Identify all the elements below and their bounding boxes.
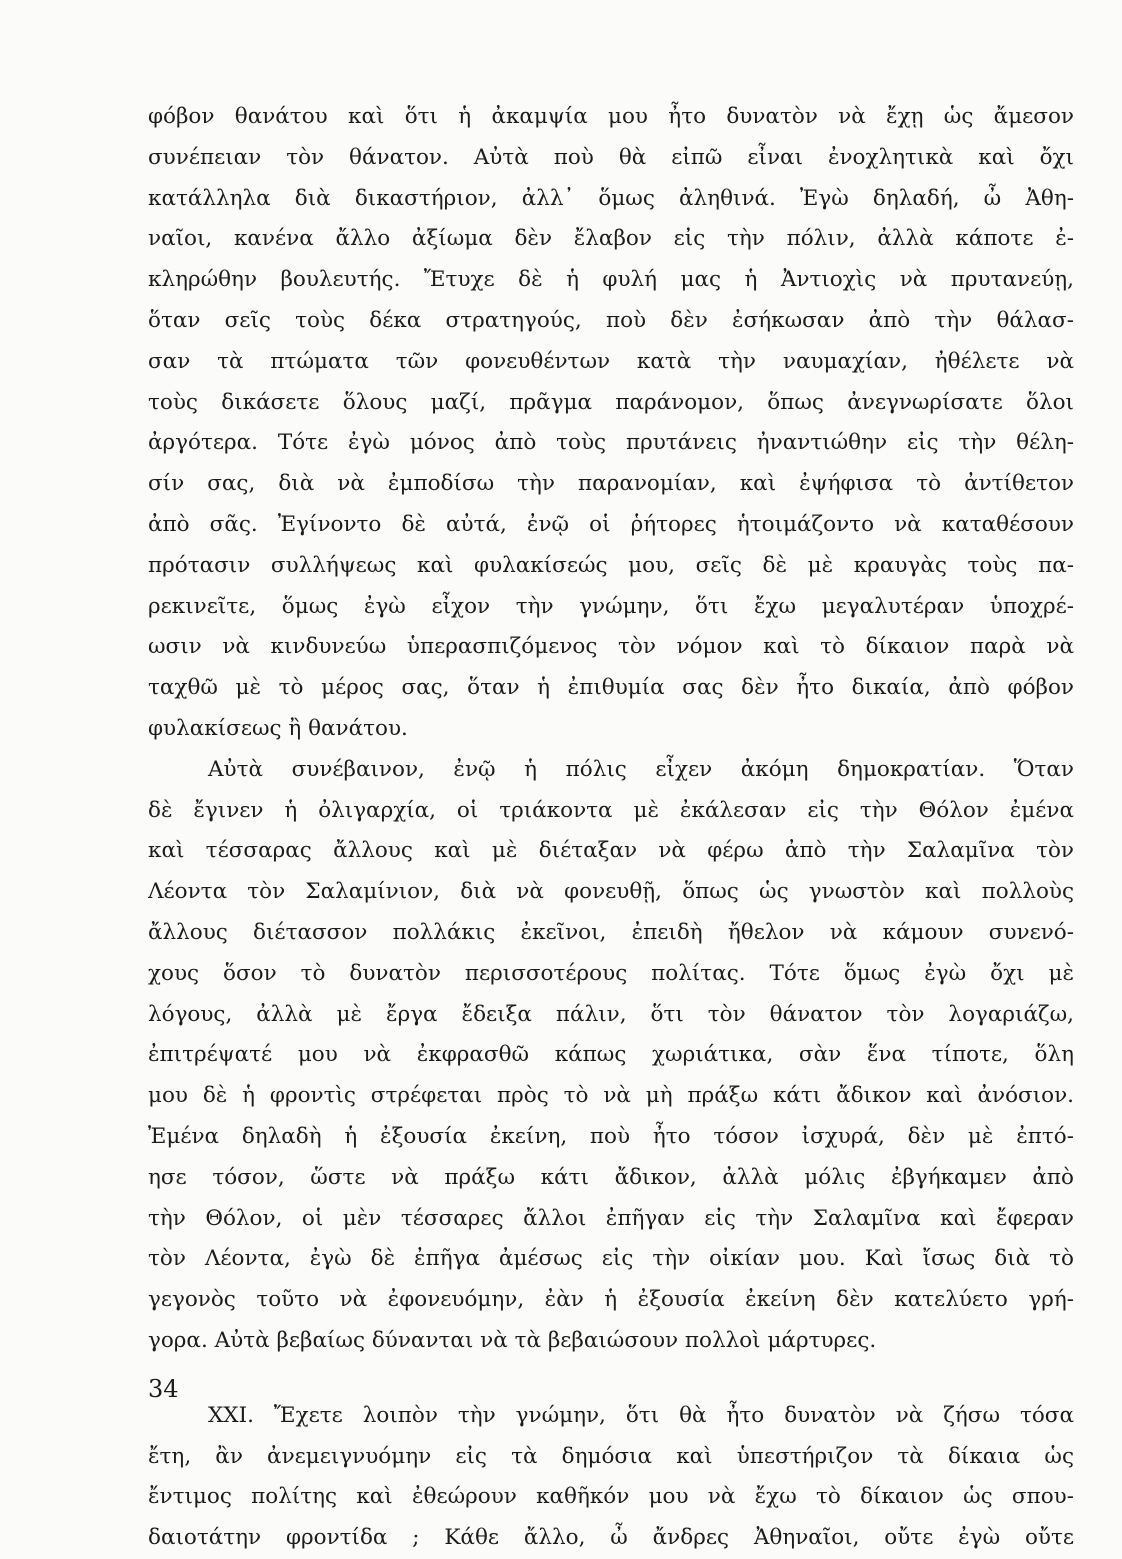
text-line: δαιοτάτην φροντίδα ; Κάθε ἄλλο, ὦ ἄνδρες Ἀθηναῖοι, οὔτε ἐγὼ οὔτε bbox=[148, 1525, 1074, 1551]
text-line: σαν τὰ πτώματα τῶν φονευθέντων κατὰ τὴν ναυμαχίαν, ἠθέλετε νὰ bbox=[148, 348, 1074, 374]
text-line: XXI. Ἔχετε λοιπὸν τὴν γνώμην, ὅτι θὰ ἦτο δυνατὸν νὰ ζήσω τόσα bbox=[208, 1402, 1074, 1428]
text-line: χους ὅσον τὸ δυνατὸν περισσοτέρους πολίτας. Τότε ὅμως ἐγὼ ὄχι μὲ bbox=[148, 960, 1074, 986]
text-line: τὴν Θόλον, οἱ μὲν τέσσαρες ἄλλοι ἐπῆγαν εἰς τὴν Σαλαμῖνα καὶ ἔφεραν bbox=[148, 1205, 1074, 1231]
text-line: λόγους, ἀλλὰ μὲ ἔργα ἔδειξα πάλιν, ὅτι τὸν θάνατον τὸν λογαριάζω, bbox=[148, 1001, 1074, 1027]
page-number: 34 bbox=[148, 1375, 179, 1403]
text-line: Αὐτὰ συνέβαινον, ἐνῷ ἡ πόλις εἶχεν ἀκόμη δημοκρατίαν. Ὅταν bbox=[208, 756, 1074, 782]
text-line: ἔντιμος πολίτης καὶ ἐθεώρουν καθῆκόν μου νὰ ἔχω τὸ δίκαιον ὡς σπου- bbox=[148, 1484, 1074, 1510]
text-line: ἀργότερα. Τότε ἐγὼ μόνος ἀπὸ τοὺς πρυτάνεις ἠναντιώθην εἰς τὴν θέλη- bbox=[148, 430, 1074, 456]
text-line: ἀπὸ σᾶς. Ἐγίνοντο δὲ αὐτά, ἐνῷ οἱ ῥήτορες ἡτοιμάζοντο νὰ καταθέσουν bbox=[148, 511, 1074, 537]
text-line: ρεκινεῖτε, ὅμως ἐγὼ εἶχον τὴν γνώμην, ὅτι ἔχω μεγαλυτέραν ὑποχρέ- bbox=[148, 593, 1074, 619]
text-line: γεγονὸς τοῦτο νὰ ἐφονευόμην, ἐὰν ἡ ἐξουσία ἐκείνη δὲν κατελύετο γρή- bbox=[148, 1287, 1074, 1313]
section-divider bbox=[148, 1362, 1074, 1396]
text-line: μου δὲ ἡ φροντὶς στρέφεται πρὸς τὸ νὰ μὴ πράξω κάτι ἄδικον καὶ ἀνόσιον. bbox=[148, 1083, 1074, 1109]
text-line: ἔτη, ἂν ἀνεμειγνυόμην εἰς τὰ δημόσια καὶ ὑπεστήριζον τὰ δίκαια ὡς bbox=[148, 1443, 1074, 1469]
text-line: δὲ ἔγινεν ἡ ὀλιγαρχία, οἱ τριάκοντα μὲ ἐκάλεσαν εἰς τὴν Θόλον ἐμένα bbox=[148, 797, 1074, 823]
text-line: σίν σας, διὰ νὰ ἐμποδίσω τὴν παρανομίαν, καὶ ἐψήφισα τὸ ἀντίθετον bbox=[148, 471, 1074, 497]
text-line: ησε τόσον, ὥστε νὰ πράξω κάτι ἄδικον, ἀλλὰ μόλις ἐβγήκαμεν ἀπὸ bbox=[148, 1164, 1074, 1190]
text-line: ταχθῶ μὲ τὸ μέρος σας, ὅταν ἡ ἐπιθυμία σας δὲν ἦτο δικαία, ἀπὸ φόβον bbox=[148, 675, 1074, 701]
text-line: πρότασιν συλλήψεως καὶ φυλακίσεώς μου, σεῖς δὲ μὲ κραυγὰς τοὺς πα- bbox=[148, 552, 1074, 578]
text-line: κατάλληλα διὰ δικαστήριον, ἀλλ᾽ ὅμως ἀληθινά. Ἐγὼ δηλαδή, ὦ Ἀθη- bbox=[148, 185, 1074, 211]
text-line: τὸν Λέοντα, ἐγὼ δὲ ἐπῆγα ἀμέσως εἰς τὴν οἰκίαν μου. Καὶ ἴσως διὰ τὸ bbox=[148, 1246, 1074, 1272]
text-line: κληρώθην βουλευτής. Ἔτυχε δὲ ἡ φυλή μας ἡ Ἀντιοχὶς νὰ πρυτανεύῃ, bbox=[148, 267, 1074, 293]
text-line: ωσιν νὰ κινδυνεύω ὑπερασπιζόμενος τὸν νόμον καὶ τὸ δίκαιον παρὰ νὰ bbox=[148, 634, 1074, 660]
text-line: ναῖοι, κανένα ἄλλο ἀξίωμα δὲν ἔλαβον εἰς τὴν πόλιν, ἀλλὰ κάποτε ἐ- bbox=[148, 226, 1074, 252]
text-line: Λέοντα τὸν Σαλαμίνιον, διὰ νὰ φονευθῇ, ὅπως ὡς γνωστὸν καὶ πολλοὺς bbox=[148, 879, 1074, 905]
text-line: ἄλλους διέτασσον πολλάκις ἐκεῖνοι, ἐπειδὴ ἤθελον νὰ κάμουν συνενό- bbox=[148, 919, 1074, 945]
text-line: Ἐμένα δηλαδὴ ἡ ἐξουσία ἐκείνη, ποὺ ἦτο τόσον ἰσχυρά, δὲν μὲ ἐπτό- bbox=[148, 1123, 1074, 1149]
paragraph bbox=[148, 97, 1074, 750]
paragraph bbox=[148, 750, 1074, 1362]
section-heading-paragraph bbox=[148, 1396, 1074, 1559]
text-line: ὅταν σεῖς τοὺς δέκα στρατηγούς, ποὺ δὲν ἐσήκωσαν ἀπὸ τὴν θάλασ- bbox=[148, 307, 1074, 333]
text-line: τοὺς δικάσετε ὅλους μαζί, πρᾶγμα παράνομον, ὅπως ἀνεγνωρίσατε ὅλοι bbox=[148, 389, 1074, 415]
text-line: γορα. Αὐτὰ βεβαίως δύνανται νὰ τὰ βεβαιώσουν πολλοὶ μάρτυρες. bbox=[148, 1327, 877, 1353]
text-line: ἐπιτρέψατέ μου νὰ ἐκφρασθῶ κάπως χωριάτικα, σὰν ἕνα τίποτε, ὅλη bbox=[148, 1042, 1074, 1068]
text-line: καὶ τέσσαρας ἄλλους καὶ μὲ διέταξαν νὰ φέρω ἀπὸ τὴν Σαλαμῖνα τὸν bbox=[148, 838, 1074, 864]
text-line: συνέπειαν τὸν θάνατον. Αὐτὰ ποὺ θὰ εἰπῶ εἶναι ἐνοχλητικὰ καὶ ὄχι bbox=[148, 144, 1074, 170]
text-line: φόβον θανάτου καὶ ὅτι ἡ ἀκαμψία μου ἦτο δυνατὸν νὰ ἔχῃ ὡς ἄμεσον bbox=[148, 104, 1074, 129]
body-text bbox=[148, 97, 1074, 1559]
text-line: φυλακίσεως ἢ θανάτου. bbox=[148, 715, 408, 741]
